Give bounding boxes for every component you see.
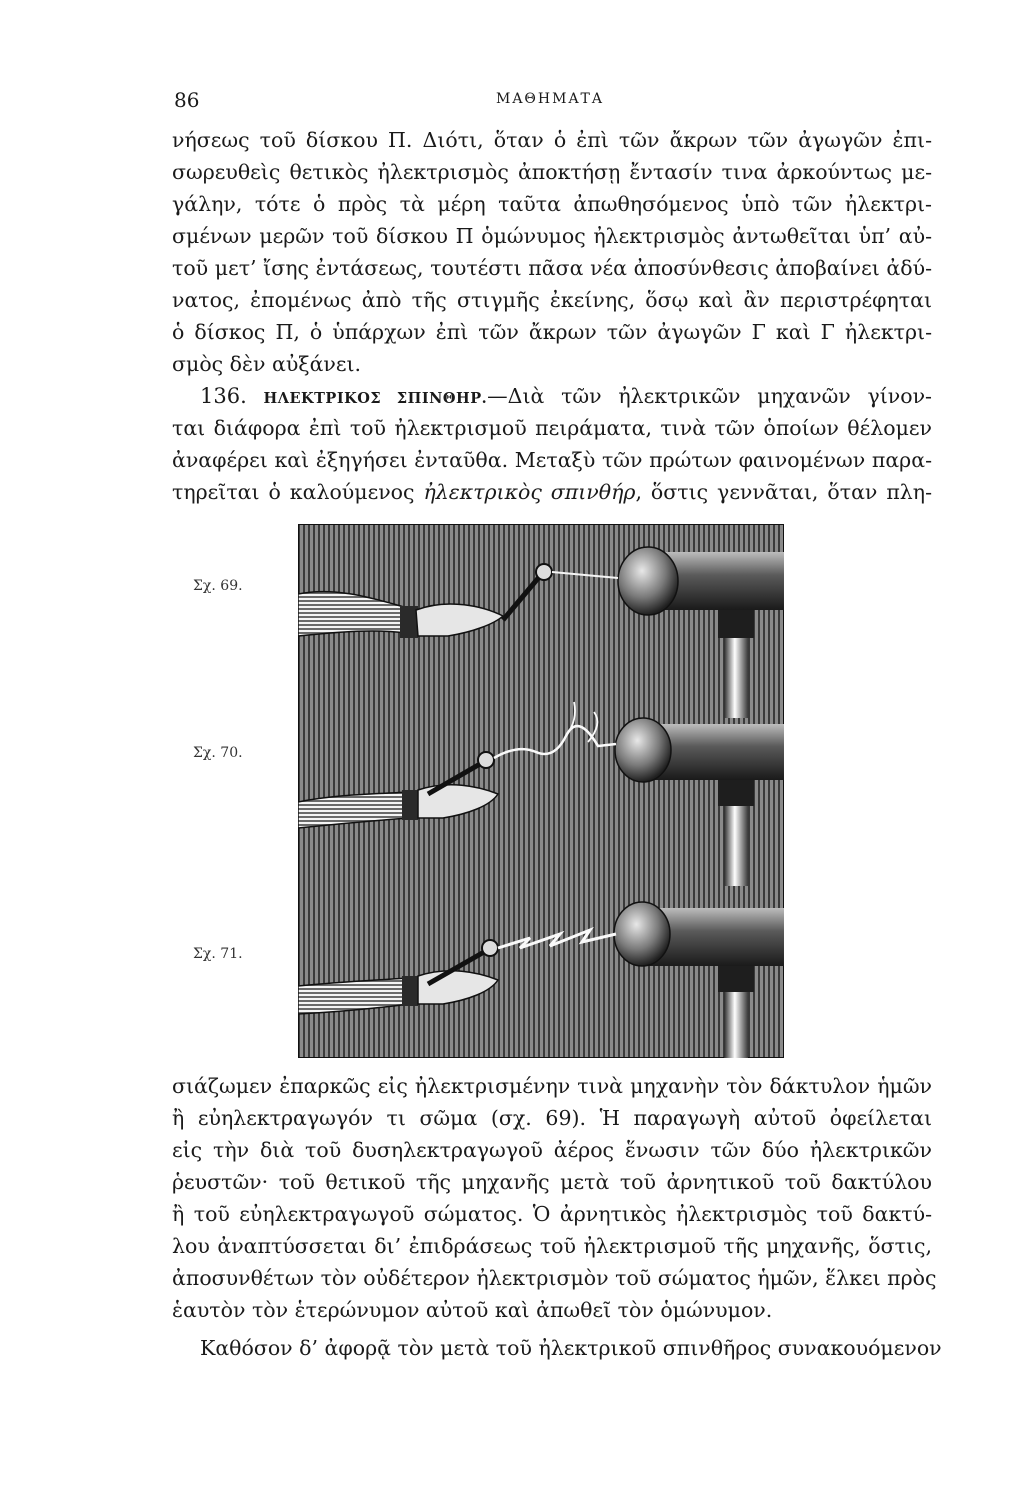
text-line: σμὸς δὲν αὐξάνει. [172, 352, 362, 376]
discharger-ball [478, 752, 494, 768]
text-line: Καθόσον δ’ ἀφορᾷ τὸν μετὰ τοῦ ἠλεκτρικοῦ σπινθῆρος συνακουόμενον [200, 1336, 942, 1360]
engraving-figure [298, 524, 784, 1058]
text-line: ἀναφέρει καὶ ἐξηγήσει ἐνταῦθα. Μεταξὺ τῶν πρώτων φαινομένων παρα- [172, 448, 932, 472]
term-electric-spark: ἠλεκτρικὸς σπινθήρ [423, 480, 636, 504]
text-line: νήσεως τοῦ δίσκου Π. Διότι, ὅταν ὁ ἐπὶ τῶν ἄκρων τῶν ἀγωγῶν ἐπι- [172, 128, 932, 152]
text-line: εἰς τὴν διὰ τοῦ δυσηλεκτραγωγοῦ ἀέρος ἕνωσιν τῶν δύο ἠλεκτρικῶν [172, 1138, 932, 1162]
conductor-ball [614, 902, 670, 966]
cuff [400, 606, 418, 638]
electric-spark-engraving [298, 524, 784, 1058]
text-line: ται διάφορα ἐπὶ τοῦ ἠλεκτρισμοῦ πειράματα, τινὰ τῶν ὁποίων θέλομεν [172, 416, 932, 440]
text-line: ὁ δίσκος Π, ὁ ὑπάρχων ἐπὶ τῶν ἄκρων τῶν ἀγωγῶν Γ καὶ Γ ἠλεκτρι- [172, 320, 932, 344]
text-line: νατος, ἐπομένως ἀπὸ τῆς στιγμῆς ἐκείνης, ὅσῳ καὶ ἂν περιστρέφηται [172, 288, 932, 312]
text-line: σωρευθεὶς θετικὸς ἠλεκτρισμὸς ἀποκτήσῃ ἔντασίν τινα ἀρκούντως με- [172, 160, 932, 184]
text-line: γάλην, τότε ὁ πρὸς τὰ μέρη ταῦτα ἀπωθησόμενος ὑπὸ τῶν ἠλεκτρι- [172, 192, 932, 216]
glass-support-cap [718, 966, 754, 992]
figure-label-70: Σχ. 70. [193, 745, 243, 761]
glass-support [724, 992, 748, 1058]
text-line: ἢ τοῦ εὐηλεκτραγωγοῦ σώματος. Ὁ ἀρνητικὸς ἠλεκτρισμὸς τοῦ δακτύ- [172, 1202, 932, 1226]
text-line: ἢ εὐηλεκτραγωγόν τι σῶμα (σχ. 69). Ἡ παραγωγὴ αὐτοῦ ὀφείλεται [172, 1106, 932, 1130]
text-line: λου ἀναπτύσσεται δι’ ἐπιδράσεως τοῦ ἠλεκτρισμοῦ τῆς μηχανῆς, ὅστις, [172, 1234, 932, 1258]
glass-support [724, 638, 748, 718]
text-line: ἀποσυνθέτων τὸν οὐδέτερον ἠλεκτρισμὸν τοῦ σώματος ἡμῶν, ἕλκει πρὸς [172, 1266, 937, 1290]
text-line: ἑαυτὸν τὸν ἑτερώνυμον αὐτοῦ καὶ ἀπωθεῖ τὸν ὁμώνυμον. [172, 1298, 773, 1322]
cuff [402, 976, 418, 1006]
section-heading: ΗΛΕΚΤΡΙΚΟΣ ΣΠΙΝΘΗΡ. [263, 390, 488, 407]
figure-label-69: Σχ. 69. [193, 578, 243, 594]
discharger-ball [482, 940, 498, 956]
glass-support-cap [718, 780, 754, 806]
section-first-line [200, 381, 932, 414]
conductor-ball [618, 547, 678, 615]
text-line: σιάζωμεν ἐπαρκῶς εἰς ἠλεκτρισμένην τινὰ μηχανὴν τὸν δάκτυλον ἡμῶν [172, 1074, 932, 1098]
text-line: σμένων μερῶν τοῦ δίσκου Π ὁμώνυμος ἠλεκτρισμὸς ἀντωθεῖται ὑπ’ αὐ- [172, 224, 932, 248]
text-line [172, 477, 932, 507]
discharger-ball [536, 564, 552, 580]
figure-label-71: Σχ. 71. [193, 946, 243, 962]
glass-support [724, 806, 748, 886]
section-number: 136. [200, 384, 247, 408]
page-header [172, 88, 928, 118]
cuff [402, 790, 418, 820]
text-fragment: τηρεῖται ὁ καλούμενος [172, 480, 424, 504]
running-title: ΜΑΘΗΜΑΤΑ [495, 91, 605, 107]
text-line: ῥευστῶν· τοῦ θετικοῦ τῆς μηχανῆς μετὰ τοῦ ἀρνητικοῦ τοῦ δακτύλου [172, 1170, 932, 1194]
glass-support-cap [718, 610, 754, 638]
section-text: —Διὰ τῶν ἠλεκτρικῶν μηχανῶν γίνον- [487, 384, 932, 408]
conductor-ball [615, 718, 671, 782]
text-fragment: , ὅστις γεννᾶται, ὅταν πλη- [635, 480, 932, 504]
page-number: 86 [174, 88, 200, 112]
text-line: τοῦ μετ’ ἴσης ἐντάσεως, τουτέστι πᾶσα νέα ἀποσύνθεσις ἀποβαίνει ἀδύ- [172, 256, 932, 280]
